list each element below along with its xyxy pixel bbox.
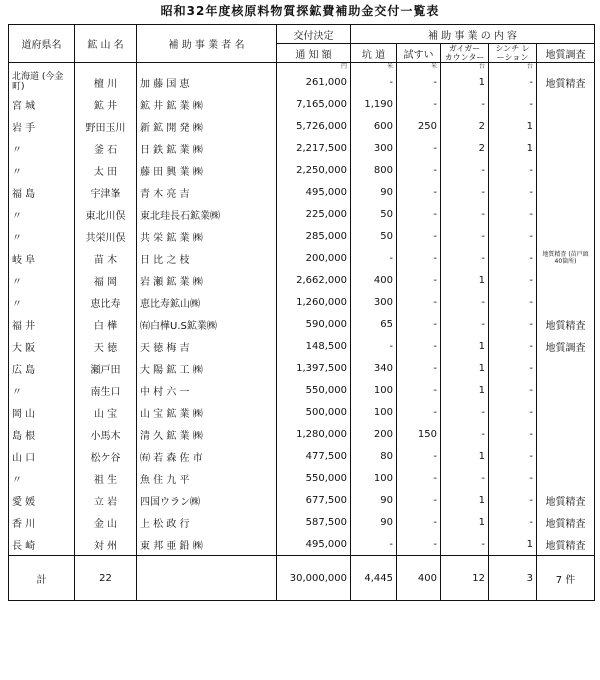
cell-mine: 釜 石 [75,137,137,159]
cell-amount: 200,000 [277,247,351,269]
cell-operator: 清 久 鉱 業 ㈱ [137,423,277,445]
cell-operator: 岩 瀬 鉱 業 ㈱ [137,269,277,291]
total-scint: 3 [489,556,537,601]
cell-geiger: - [441,225,489,247]
cell-pref: 広 島 [9,357,75,379]
cell-amount: 550,000 [277,467,351,489]
cell-pref: 長 崎 [9,533,75,556]
cell-scint: - [489,225,537,247]
cell-geiger: - [441,313,489,335]
cell-operator: 上 松 政 行 [137,511,277,533]
cell-survey: 地質調査 [537,335,595,357]
cell-survey [537,137,595,159]
cell-pref: 〃 [9,203,75,225]
cell-survey: 地質精査 [537,489,595,511]
table-row [9,423,595,445]
cell-trial: 250 [397,115,441,137]
cell-scint: - [489,313,537,335]
cell-scint: - [489,159,537,181]
cell-tunnel: 600 [351,115,397,137]
cell-survey [537,379,595,401]
cell-tunnel: 90 [351,489,397,511]
cell-amount: 7,165,000 [277,93,351,115]
cell-operator: 加 藤 国 恵 [137,71,277,93]
cell-amount: 500,000 [277,401,351,423]
table-row [9,357,595,379]
cell-mine: 小馬木 [75,423,137,445]
cell-trial: - [397,71,441,93]
cell-geiger: 1 [441,445,489,467]
cell-survey: 地質精査 [537,533,595,556]
cell-tunnel: 50 [351,203,397,225]
cell-mine: 檀 川 [75,71,137,93]
table-row [9,203,595,225]
header-mine: 鉱 山 名 [75,25,137,63]
cell-scint: - [489,357,537,379]
cell-survey [537,159,595,181]
cell-operator: ㈲ 若 森 佐 市 [137,445,277,467]
header-amount-bottom: 通 知 額 [277,44,351,63]
cell-survey: 地質精査 [537,313,595,335]
cell-mine: 恵比寿 [75,291,137,313]
cell-mine: 苗 木 [75,247,137,269]
cell-survey [537,423,595,445]
unit-scint: 台 [489,63,537,72]
cell-scint: 1 [489,115,537,137]
cell-mine: 福 岡 [75,269,137,291]
cell-trial: - [397,247,441,269]
header-trial: 試すい [397,44,441,63]
cell-mine: 宇津峯 [75,181,137,203]
header-tunnel: 坑 道 [351,44,397,63]
cell-geiger: - [441,159,489,181]
cell-mine: 共栄川俣 [75,225,137,247]
cell-survey: 地質精査 (苗戸頭 40箇所) [537,247,595,269]
cell-amount: 495,000 [277,533,351,556]
cell-pref: 香 川 [9,511,75,533]
cell-scint: - [489,511,537,533]
table-body [9,71,595,556]
cell-mine: 鉱 井 [75,93,137,115]
total-tunnel: 4,445 [351,556,397,601]
cell-amount: 477,500 [277,445,351,467]
cell-pref: 宮 城 [9,93,75,115]
cell-pref: 〃 [9,379,75,401]
cell-tunnel: 80 [351,445,397,467]
table-row [9,137,595,159]
cell-amount: 2,250,000 [277,159,351,181]
units-row [9,63,595,72]
header-pref: 道府県名 [9,25,75,63]
cell-scint: 1 [489,533,537,556]
cell-scint: - [489,291,537,313]
cell-mine: 松ケ谷 [75,445,137,467]
cell-geiger: - [441,291,489,313]
subsidy-table [8,24,595,601]
cell-operator: 山 宝 鉱 業 ㈱ [137,401,277,423]
cell-trial: - [397,401,441,423]
cell-tunnel: - [351,533,397,556]
cell-mine: 山 宝 [75,401,137,423]
cell-tunnel: 65 [351,313,397,335]
cell-geiger: 2 [441,137,489,159]
cell-pref: 島 根 [9,423,75,445]
header-survey: 地質調査 [537,44,595,63]
table-row [9,379,595,401]
cell-survey [537,401,595,423]
cell-operator: 魚 住 九 平 [137,467,277,489]
total-survey: 7 件 [537,556,595,601]
cell-survey [537,467,595,489]
cell-survey [537,269,595,291]
cell-amount: 1,397,500 [277,357,351,379]
cell-scint: - [489,445,537,467]
unit-tunnel: 米 [351,63,397,72]
page-title: 昭和32年度核原料物質探鉱費補助金交付一覧表 [160,4,440,18]
cell-trial: - [397,203,441,225]
cell-scint: - [489,335,537,357]
cell-trial: - [397,269,441,291]
cell-amount: 1,280,000 [277,423,351,445]
table-row [9,181,595,203]
table-row [9,159,595,181]
cell-amount: 148,500 [277,335,351,357]
cell-survey [537,225,595,247]
cell-survey [537,445,595,467]
total-row [9,556,595,601]
cell-mine: 白 樺 [75,313,137,335]
cell-operator: 中 村 六 一 [137,379,277,401]
cell-tunnel: 340 [351,357,397,379]
cell-pref: 〃 [9,467,75,489]
cell-tunnel: 100 [351,467,397,489]
cell-survey [537,203,595,225]
cell-tunnel: 100 [351,401,397,423]
cell-trial: - [397,93,441,115]
cell-geiger: - [441,93,489,115]
cell-trial: - [397,313,441,335]
cell-tunnel: 200 [351,423,397,445]
total-amount: 30,000,000 [277,556,351,601]
cell-operator: 恵比寿鉱山㈱ [137,291,277,313]
header-scint: シンチ レーション [489,44,537,63]
cell-trial: - [397,137,441,159]
cell-tunnel: - [351,71,397,93]
cell-amount: 550,000 [277,379,351,401]
header-geiger: ガイガー カウンター [441,44,489,63]
total-label: 計 [9,556,75,601]
cell-tunnel: 300 [351,137,397,159]
cell-trial: - [397,445,441,467]
cell-survey [537,93,595,115]
cell-geiger: - [441,401,489,423]
cell-geiger: 1 [441,269,489,291]
table-row [9,335,595,357]
cell-scint: 1 [489,137,537,159]
unit-trial: 米 [397,63,441,72]
unit-geiger: 台 [441,63,489,72]
unit-amount: 円 [277,63,351,72]
table-row [9,533,595,556]
cell-tunnel: - [351,335,397,357]
cell-scint: - [489,269,537,291]
cell-amount: 2,662,000 [277,269,351,291]
cell-tunnel: 100 [351,379,397,401]
cell-geiger: - [441,423,489,445]
cell-operator: 天 徳 梅 吉 [137,335,277,357]
cell-tunnel: - [351,247,397,269]
cell-tunnel: 50 [351,225,397,247]
cell-pref: 大 阪 [9,335,75,357]
total-geiger: 12 [441,556,489,601]
cell-scint: - [489,93,537,115]
total-mines: 22 [75,556,137,601]
cell-geiger: 1 [441,379,489,401]
cell-trial: - [397,159,441,181]
cell-operator: 大 陽 鉱 工 ㈱ [137,357,277,379]
cell-tunnel: 1,190 [351,93,397,115]
cell-operator: 青 木 亮 吉 [137,181,277,203]
header-content: 補 助 事 業 の 内 容 [351,25,595,44]
cell-amount: 587,500 [277,511,351,533]
cell-operator: 日 鉄 鉱 業 ㈱ [137,137,277,159]
cell-tunnel: 400 [351,269,397,291]
cell-mine: 瀬戸田 [75,357,137,379]
cell-pref: 〃 [9,225,75,247]
cell-survey [537,115,595,137]
table-row [9,247,595,269]
cell-operator: 東 邦 亜 鉛 ㈱ [137,533,277,556]
cell-scint: - [489,247,537,269]
cell-pref: 岐 阜 [9,247,75,269]
cell-mine: 対 州 [75,533,137,556]
cell-pref: 山 口 [9,445,75,467]
cell-operator: ㈲白樺U.S鉱業㈱ [137,313,277,335]
cell-geiger: 1 [441,71,489,93]
cell-survey [537,181,595,203]
cell-operator: 鉱 井 鉱 業 ㈱ [137,93,277,115]
cell-geiger: - [441,467,489,489]
table-row [9,445,595,467]
table-row [9,225,595,247]
table-row [9,489,595,511]
cell-scint: - [489,181,537,203]
table-header [9,25,595,72]
cell-trial: - [397,489,441,511]
cell-tunnel: 300 [351,291,397,313]
cell-scint: - [489,423,537,445]
cell-pref: 福 島 [9,181,75,203]
cell-amount: 1,260,000 [277,291,351,313]
cell-mine: 南生口 [75,379,137,401]
cell-trial: - [397,181,441,203]
cell-pref: 〃 [9,269,75,291]
cell-geiger: 2 [441,115,489,137]
cell-amount: 590,000 [277,313,351,335]
cell-operator: 新 鉱 開 発 ㈱ [137,115,277,137]
cell-pref: 〃 [9,159,75,181]
cell-amount: 5,726,000 [277,115,351,137]
cell-mine: 天 徳 [75,335,137,357]
cell-pref: 〃 [9,291,75,313]
table-row [9,71,595,93]
cell-tunnel: 90 [351,181,397,203]
cell-trial: - [397,357,441,379]
cell-trial: - [397,511,441,533]
cell-operator: 藤 田 興 業 ㈱ [137,159,277,181]
cell-trial: - [397,291,441,313]
cell-amount: 285,000 [277,225,351,247]
cell-mine: 祖 生 [75,467,137,489]
cell-geiger: 1 [441,511,489,533]
cell-survey [537,291,595,313]
table-row [9,511,595,533]
cell-geiger: - [441,533,489,556]
cell-operator: 日 比 之 枝 [137,247,277,269]
cell-trial: 150 [397,423,441,445]
cell-trial: - [397,467,441,489]
cell-amount: 225,000 [277,203,351,225]
cell-mine: 東北川俣 [75,203,137,225]
table-row [9,313,595,335]
cell-scint: - [489,71,537,93]
cell-tunnel: 800 [351,159,397,181]
cell-mine: 立 岩 [75,489,137,511]
cell-geiger: - [441,203,489,225]
table-row [9,401,595,423]
cell-survey: 地質精査 [537,71,595,93]
cell-amount: 261,000 [277,71,351,93]
table-row [9,291,595,313]
table-row [9,115,595,137]
table-row [9,269,595,291]
cell-geiger: 1 [441,489,489,511]
cell-scint: - [489,467,537,489]
cell-operator: 共 栄 鉱 業 ㈱ [137,225,277,247]
cell-mine: 太 田 [75,159,137,181]
cell-pref: 岩 手 [9,115,75,137]
cell-scint: - [489,203,537,225]
cell-geiger: 1 [441,335,489,357]
cell-trial: - [397,225,441,247]
cell-scint: - [489,489,537,511]
table-row [9,93,595,115]
cell-survey [537,357,595,379]
cell-operator: 東北珪長石鉱業㈱ [137,203,277,225]
cell-amount: 2,217,500 [277,137,351,159]
cell-pref: 福 井 [9,313,75,335]
header-operator: 補 助 事 業 者 名 [137,25,277,63]
total-trial: 400 [397,556,441,601]
cell-mine: 金 山 [75,511,137,533]
cell-amount: 495,000 [277,181,351,203]
table-row [9,467,595,489]
cell-geiger: - [441,247,489,269]
cell-survey: 地質精査 [537,511,595,533]
cell-pref: 北海道 (今金町) [9,71,75,93]
cell-amount: 677,500 [277,489,351,511]
cell-mine: 野田玉川 [75,115,137,137]
cell-trial: - [397,379,441,401]
cell-pref: 岡 山 [9,401,75,423]
cell-pref: 〃 [9,137,75,159]
cell-trial: - [397,335,441,357]
cell-scint: - [489,401,537,423]
cell-scint: - [489,379,537,401]
cell-operator: 四国ウラン㈱ [137,489,277,511]
cell-tunnel: 90 [351,511,397,533]
cell-geiger: 1 [441,357,489,379]
cell-pref: 愛 媛 [9,489,75,511]
cell-geiger: - [441,181,489,203]
cell-trial: - [397,533,441,556]
header-amount-top: 交付決定 [277,25,351,44]
